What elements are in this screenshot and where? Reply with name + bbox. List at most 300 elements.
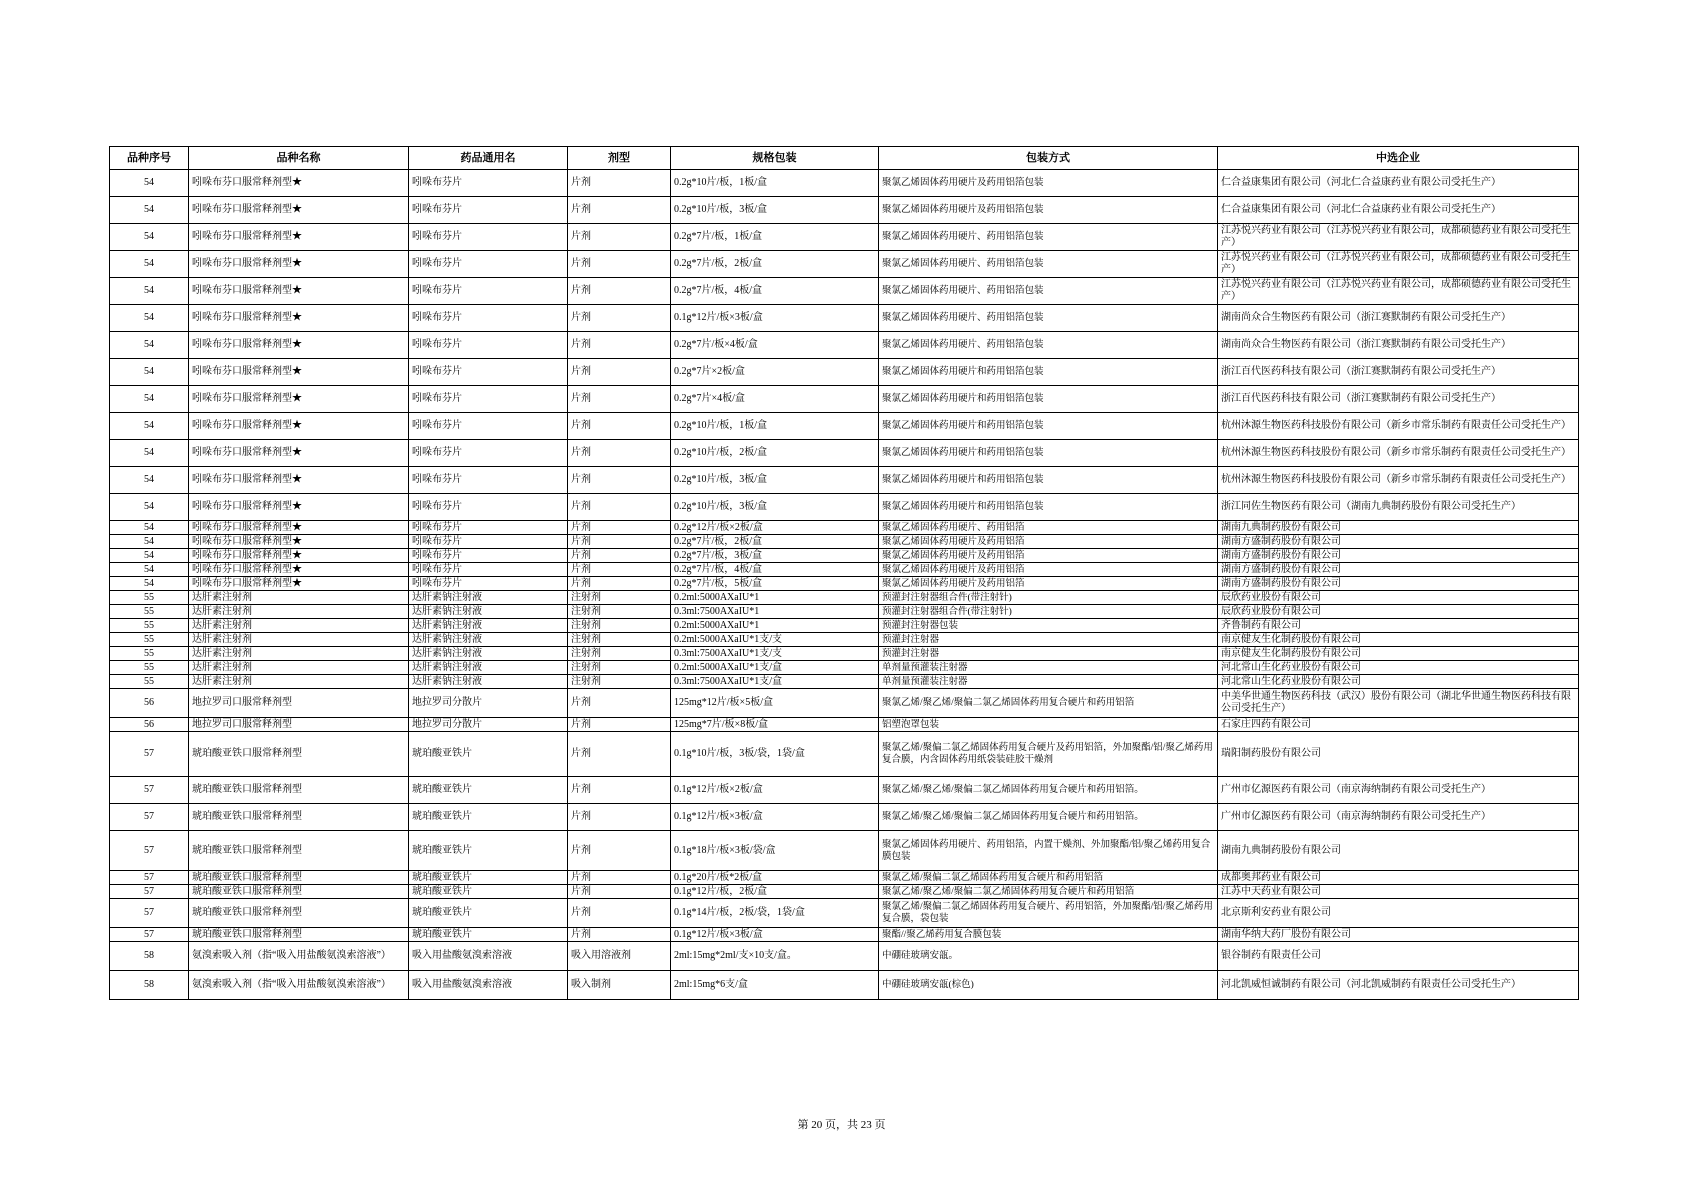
cell-variety-no: 54	[110, 386, 189, 413]
table-row	[110, 332, 1579, 359]
cell-company: 河北常山生化药业股份有限公司	[1218, 661, 1579, 675]
cell-generic-name: 吲哚布芬片	[409, 535, 568, 549]
cell-packaging: 聚氯乙烯/聚偏二氯乙烯固体药用复合硬片和药用铝箔	[879, 871, 1218, 885]
table-row	[110, 563, 1579, 577]
cell-dosage-form: 片剂	[568, 831, 671, 871]
table-row	[110, 871, 1579, 885]
cell-packaging: 聚氯乙烯固体药用硬片、药用铝箔	[879, 521, 1218, 535]
cell-variety-name: 达肝素注射剂	[189, 619, 409, 633]
cell-variety-no: 57	[110, 732, 189, 777]
cell-variety-name: 吲哚布芬口服常释剂型★	[189, 197, 409, 224]
cell-variety-no: 57	[110, 804, 189, 831]
cell-variety-no: 54	[110, 224, 189, 251]
cell-spec: 0.3ml:7500AXaIU*1支/支	[671, 647, 879, 661]
cell-spec: 0.3ml:7500AXaIU*1	[671, 605, 879, 619]
cell-company: 广州市亿源医药有限公司（南京海纳制药有限公司受托生产）	[1218, 777, 1579, 804]
cell-company: 成都奥邦药业有限公司	[1218, 871, 1579, 885]
table-row	[110, 732, 1579, 777]
cell-generic-name: 琥珀酸亚铁片	[409, 885, 568, 899]
cell-variety-name: 吲哚布芬口服常释剂型★	[189, 413, 409, 440]
cell-company: 瑞阳制药股份有限公司	[1218, 732, 1579, 777]
table-row	[110, 359, 1579, 386]
cell-variety-no: 58	[110, 942, 189, 971]
cell-dosage-form: 片剂	[568, 494, 671, 521]
cell-dosage-form: 片剂	[568, 577, 671, 591]
cell-dosage-form: 片剂	[568, 197, 671, 224]
cell-dosage-form: 片剂	[568, 885, 671, 899]
cell-variety-no: 54	[110, 278, 189, 305]
cell-variety-name: 达肝素注射剂	[189, 591, 409, 605]
table-row	[110, 467, 1579, 494]
cell-packaging: 聚氯乙烯/聚乙烯/聚偏二氯乙烯固体药用复合硬片和药用铝箔。	[879, 804, 1218, 831]
cell-company: 湖南九典制药股份有限公司	[1218, 521, 1579, 535]
cell-packaging: 聚氯乙烯固体药用硬片和药用铝箔包装	[879, 386, 1218, 413]
cell-generic-name: 琥珀酸亚铁片	[409, 899, 568, 928]
cell-spec: 0.2g*10片/板，1板/盒	[671, 413, 879, 440]
cell-packaging: 铝塑泡罩包装	[879, 718, 1218, 732]
cell-dosage-form: 注射剂	[568, 661, 671, 675]
table-row	[110, 633, 1579, 647]
cell-dosage-form: 片剂	[568, 467, 671, 494]
cell-dosage-form: 片剂	[568, 332, 671, 359]
header-variety-no: 品种序号	[110, 147, 189, 170]
cell-dosage-form: 片剂	[568, 928, 671, 942]
cell-variety-no: 55	[110, 675, 189, 689]
cell-spec: 125mg*7片/板×8板/盒	[671, 718, 879, 732]
cell-variety-name: 琥珀酸亚铁口服常释剂型	[189, 871, 409, 885]
table-row	[110, 170, 1579, 197]
cell-generic-name: 地拉罗司分散片	[409, 689, 568, 718]
cell-spec: 0.2g*7片/板，2板/盒	[671, 535, 879, 549]
cell-generic-name: 琥珀酸亚铁片	[409, 804, 568, 831]
cell-dosage-form: 片剂	[568, 386, 671, 413]
table-row	[110, 591, 1579, 605]
cell-packaging: 聚氯乙烯固体药用硬片和药用铝箔包装	[879, 359, 1218, 386]
cell-dosage-form: 片剂	[568, 549, 671, 563]
page-number: 第 20 页，共 23 页	[797, 1119, 886, 1131]
cell-packaging: 聚氯乙烯固体药用硬片和药用铝箔包装	[879, 413, 1218, 440]
cell-generic-name: 吲哚布芬片	[409, 386, 568, 413]
cell-variety-name: 琥珀酸亚铁口服常释剂型	[189, 732, 409, 777]
cell-company: 浙江百代医药科技有限公司（浙江赛默制药有限公司受托生产）	[1218, 386, 1579, 413]
cell-packaging: 聚氯乙烯/聚乙烯/聚偏二氯乙烯固体药用复合硬片和药用铝箔。	[879, 777, 1218, 804]
header-dosage-form: 剂型	[568, 147, 671, 170]
cell-packaging: 预灌封注射器	[879, 647, 1218, 661]
cell-dosage-form: 片剂	[568, 535, 671, 549]
cell-spec: 0.1g*20片/板*2板/盒	[671, 871, 879, 885]
table-row	[110, 413, 1579, 440]
cell-generic-name: 吲哚布芬片	[409, 577, 568, 591]
cell-spec: 125mg*12片/板×5板/盒	[671, 689, 879, 718]
cell-company: 仁合益康集团有限公司（河北仁合益康药业有限公司受托生产）	[1218, 197, 1579, 224]
cell-dosage-form: 注射剂	[568, 605, 671, 619]
cell-generic-name: 达肝素钠注射液	[409, 647, 568, 661]
cell-variety-name: 吲哚布芬口服常释剂型★	[189, 305, 409, 332]
cell-packaging: 聚氯乙烯固体药用硬片和药用铝箔包装	[879, 494, 1218, 521]
cell-dosage-form: 片剂	[568, 413, 671, 440]
cell-company: 湖南华纳大药厂股份有限公司	[1218, 928, 1579, 942]
cell-variety-name: 吲哚布芬口服常释剂型★	[189, 251, 409, 278]
header-spec: 规格包装	[671, 147, 879, 170]
cell-company: 湖南尚众合生物医药有限公司（浙江赛默制药有限公司受托生产）	[1218, 305, 1579, 332]
cell-variety-name: 吲哚布芬口服常释剂型★	[189, 521, 409, 535]
cell-generic-name: 吲哚布芬片	[409, 170, 568, 197]
cell-packaging: 聚氯乙烯固体药用硬片及药用铝箔	[879, 535, 1218, 549]
cell-generic-name: 琥珀酸亚铁片	[409, 777, 568, 804]
cell-spec: 0.2g*7片/板×4板/盒	[671, 332, 879, 359]
header-packaging: 包装方式	[879, 147, 1218, 170]
cell-company: 湖南九典制药股份有限公司	[1218, 831, 1579, 871]
cell-variety-no: 54	[110, 494, 189, 521]
cell-dosage-form: 片剂	[568, 359, 671, 386]
cell-spec: 0.1g*12片/板，2板/盒	[671, 885, 879, 899]
table-row	[110, 549, 1579, 563]
cell-generic-name: 达肝素钠注射液	[409, 675, 568, 689]
table-row	[110, 251, 1579, 278]
cell-generic-name: 吲哚布芬片	[409, 278, 568, 305]
cell-dosage-form: 片剂	[568, 251, 671, 278]
cell-generic-name: 琥珀酸亚铁片	[409, 871, 568, 885]
cell-packaging: 聚氯乙烯/聚偏二氯乙烯固体药用复合硬片、药用铝箔，外加聚酯/铝/聚乙烯药用复合膜，袋包装	[879, 899, 1218, 928]
cell-dosage-form: 片剂	[568, 777, 671, 804]
cell-variety-no: 54	[110, 332, 189, 359]
cell-packaging: 聚氯乙烯固体药用硬片及药用铝箔	[879, 563, 1218, 577]
cell-variety-name: 达肝素注射剂	[189, 647, 409, 661]
cell-generic-name: 吸入用盐酸氨溴索溶液	[409, 971, 568, 1000]
cell-packaging: 聚氯乙烯/聚偏二氯乙烯固体药用复合硬片及药用铝箔，外加聚酯/铝/聚乙烯药用复合膜，内含固体药用纸袋装硅胶干燥剂	[879, 732, 1218, 777]
cell-variety-name: 吲哚布芬口服常释剂型★	[189, 535, 409, 549]
cell-variety-no: 54	[110, 359, 189, 386]
cell-variety-no: 56	[110, 689, 189, 718]
cell-company: 仁合益康集团有限公司（河北仁合益康药业有限公司受托生产）	[1218, 170, 1579, 197]
cell-variety-name: 达肝素注射剂	[189, 633, 409, 647]
cell-spec: 0.2g*7片/板，4板/盒	[671, 278, 879, 305]
cell-variety-no: 55	[110, 633, 189, 647]
cell-packaging: 单剂量预灌装注射器	[879, 661, 1218, 675]
table-row	[110, 661, 1579, 675]
table-body	[110, 170, 1579, 1000]
cell-spec: 0.1g*10片/板，3板/袋，1袋/盒	[671, 732, 879, 777]
cell-generic-name: 地拉罗司分散片	[409, 718, 568, 732]
cell-variety-name: 琥珀酸亚铁口服常释剂型	[189, 804, 409, 831]
cell-company: 浙江百代医药科技有限公司（浙江赛默制药有限公司受托生产）	[1218, 359, 1579, 386]
cell-company: 杭州沐源生物医药科技股份有限公司（新乡市常乐制药有限责任公司受托生产）	[1218, 413, 1579, 440]
cell-spec: 0.2ml:5000AXaIU*1支/支	[671, 633, 879, 647]
cell-generic-name: 达肝素钠注射液	[409, 605, 568, 619]
cell-generic-name: 吲哚布芬片	[409, 521, 568, 535]
cell-dosage-form: 注射剂	[568, 591, 671, 605]
cell-spec: 0.2g*10片/板，2板/盒	[671, 440, 879, 467]
cell-company: 杭州沐源生物医药科技股份有限公司（新乡市常乐制药有限责任公司受托生产）	[1218, 440, 1579, 467]
cell-variety-no: 54	[110, 251, 189, 278]
table-row	[110, 224, 1579, 251]
cell-company: 湖南方盛制药股份有限公司	[1218, 549, 1579, 563]
cell-variety-name: 吲哚布芬口服常释剂型★	[189, 170, 409, 197]
cell-variety-no: 54	[110, 197, 189, 224]
cell-generic-name: 吲哚布芬片	[409, 413, 568, 440]
cell-variety-name: 吲哚布芬口服常释剂型★	[189, 549, 409, 563]
cell-variety-no: 54	[110, 577, 189, 591]
cell-company: 江苏悦兴药业有限公司（江苏悦兴药业有限公司，成都硕德药业有限公司受托生产）	[1218, 224, 1579, 251]
cell-packaging: 聚酯//聚乙烯药用复合膜包装	[879, 928, 1218, 942]
cell-company: 河北凯威恒诚制药有限公司（河北凯威制药有限责任公司受托生产）	[1218, 971, 1579, 1000]
cell-company: 湖南尚众合生物医药有限公司（浙江赛默制药有限公司受托生产）	[1218, 332, 1579, 359]
cell-dosage-form: 片剂	[568, 224, 671, 251]
cell-packaging: 聚氯乙烯固体药用硬片、药用铝箔包装	[879, 332, 1218, 359]
cell-packaging: 中硼硅玻璃安瓿(棕色)	[879, 971, 1218, 1000]
cell-company: 银谷制药有限责任公司	[1218, 942, 1579, 971]
cell-variety-name: 氨溴索吸入剂（指“吸入用盐酸氨溴索溶液”）	[189, 971, 409, 1000]
cell-packaging: 聚氯乙烯固体药用硬片及药用铝箔	[879, 549, 1218, 563]
cell-variety-no: 57	[110, 899, 189, 928]
cell-variety-name: 达肝素注射剂	[189, 675, 409, 689]
cell-company: 南京健友生化制药股份有限公司	[1218, 647, 1579, 661]
table-row	[110, 777, 1579, 804]
cell-spec: 0.2g*7片/板，4板/盒	[671, 563, 879, 577]
cell-company: 杭州沐源生物医药科技股份有限公司（新乡市常乐制药有限责任公司受托生产）	[1218, 467, 1579, 494]
cell-variety-no: 55	[110, 619, 189, 633]
cell-company: 石家庄四药有限公司	[1218, 718, 1579, 732]
cell-dosage-form: 注射剂	[568, 619, 671, 633]
cell-variety-name: 吲哚布芬口服常释剂型★	[189, 467, 409, 494]
cell-generic-name: 吲哚布芬片	[409, 440, 568, 467]
cell-dosage-form: 片剂	[568, 278, 671, 305]
cell-spec: 0.2g*10片/板，1板/盒	[671, 170, 879, 197]
cell-dosage-form: 片剂	[568, 718, 671, 732]
cell-dosage-form: 注射剂	[568, 633, 671, 647]
cell-generic-name: 琥珀酸亚铁片	[409, 831, 568, 871]
cell-variety-name: 吲哚布芬口服常释剂型★	[189, 494, 409, 521]
cell-generic-name: 琥珀酸亚铁片	[409, 928, 568, 942]
cell-spec: 0.2g*7片/板，3板/盒	[671, 549, 879, 563]
cell-variety-name: 吲哚布芬口服常释剂型★	[189, 224, 409, 251]
cell-variety-no: 54	[110, 170, 189, 197]
cell-dosage-form: 片剂	[568, 689, 671, 718]
cell-variety-name: 琥珀酸亚铁口服常释剂型	[189, 899, 409, 928]
cell-variety-name: 达肝素注射剂	[189, 605, 409, 619]
cell-variety-no: 54	[110, 563, 189, 577]
cell-variety-no: 57	[110, 831, 189, 871]
cell-dosage-form: 片剂	[568, 899, 671, 928]
cell-variety-no: 54	[110, 467, 189, 494]
cell-spec: 0.2ml:5000AXaIU*1支/盒	[671, 661, 879, 675]
cell-company: 江苏悦兴药业有限公司（江苏悦兴药业有限公司，成都硕德药业有限公司受托生产）	[1218, 278, 1579, 305]
cell-company: 江苏悦兴药业有限公司（江苏悦兴药业有限公司，成都硕德药业有限公司受托生产）	[1218, 251, 1579, 278]
cell-variety-name: 地拉罗司口服常释剂型	[189, 718, 409, 732]
table-row	[110, 305, 1579, 332]
header-generic-name: 药品通用名	[409, 147, 568, 170]
cell-generic-name: 达肝素钠注射液	[409, 591, 568, 605]
cell-company: 浙江同佐生物医药有限公司（湖南九典制药股份有限公司受托生产）	[1218, 494, 1579, 521]
cell-company: 齐鲁制药有限公司	[1218, 619, 1579, 633]
header-company: 中选企业	[1218, 147, 1579, 170]
cell-packaging: 聚氯乙烯固体药用硬片、药用铝箔，内置干燥剂、外加聚酯/铝/聚乙烯药用复合膜包装	[879, 831, 1218, 871]
cell-spec: 0.2g*7片/板，5板/盒	[671, 577, 879, 591]
table-row	[110, 494, 1579, 521]
table-row	[110, 804, 1579, 831]
table-row	[110, 577, 1579, 591]
cell-spec: 0.1g*12片/板×3板/盒	[671, 804, 879, 831]
cell-packaging: 中硼硅玻璃安瓿。	[879, 942, 1218, 971]
table-row	[110, 971, 1579, 1000]
cell-variety-name: 吲哚布芬口服常释剂型★	[189, 563, 409, 577]
cell-generic-name: 吲哚布芬片	[409, 549, 568, 563]
cell-packaging: 预灌封注射器组合件(带注射针)	[879, 605, 1218, 619]
cell-company: 湖南方盛制药股份有限公司	[1218, 563, 1579, 577]
cell-generic-name: 吲哚布芬片	[409, 305, 568, 332]
table-header-row	[110, 147, 1579, 170]
cell-variety-no: 54	[110, 549, 189, 563]
drug-list-table	[109, 146, 1579, 1000]
cell-generic-name: 达肝素钠注射液	[409, 633, 568, 647]
cell-packaging: 聚氯乙烯/聚乙烯/聚偏二氯乙烯固体药用复合硬片和药用铝箔	[879, 885, 1218, 899]
table-row	[110, 278, 1579, 305]
cell-variety-name: 琥珀酸亚铁口服常释剂型	[189, 928, 409, 942]
cell-variety-name: 吲哚布芬口服常释剂型★	[189, 359, 409, 386]
cell-variety-name: 氨溴索吸入剂（指“吸入用盐酸氨溴索溶液”）	[189, 942, 409, 971]
cell-variety-no: 55	[110, 605, 189, 619]
table-row	[110, 675, 1579, 689]
cell-company: 中美华世通生物医药科技（武汉）股份有限公司（湖北华世通生物医药科技有限公司受托生产）	[1218, 689, 1579, 718]
cell-dosage-form: 片剂	[568, 804, 671, 831]
cell-dosage-form: 吸入用溶液剂	[568, 942, 671, 971]
cell-generic-name: 达肝素钠注射液	[409, 619, 568, 633]
cell-dosage-form: 吸入制剂	[568, 971, 671, 1000]
cell-dosage-form: 片剂	[568, 170, 671, 197]
table-row	[110, 885, 1579, 899]
header-variety-name: 品种名称	[189, 147, 409, 170]
cell-variety-no: 54	[110, 440, 189, 467]
cell-generic-name: 吲哚布芬片	[409, 224, 568, 251]
cell-spec: 0.1g*12片/板×3板/盒	[671, 928, 879, 942]
cell-dosage-form: 片剂	[568, 871, 671, 885]
cell-variety-no: 57	[110, 885, 189, 899]
cell-company: 湖南方盛制药股份有限公司	[1218, 577, 1579, 591]
cell-dosage-form: 注射剂	[568, 675, 671, 689]
cell-variety-no: 57	[110, 777, 189, 804]
cell-packaging: 聚氯乙烯/聚乙烯/聚偏二氯乙烯固体药用复合硬片和药用铝箔	[879, 689, 1218, 718]
cell-company: 南京健友生化制药股份有限公司	[1218, 633, 1579, 647]
cell-generic-name: 吲哚布芬片	[409, 494, 568, 521]
cell-spec: 0.2g*10片/板，3板/盒	[671, 197, 879, 224]
table-row	[110, 718, 1579, 732]
cell-company: 湖南方盛制药股份有限公司	[1218, 535, 1579, 549]
cell-generic-name: 吲哚布芬片	[409, 197, 568, 224]
cell-spec: 0.2ml:5000AXaIU*1	[671, 591, 879, 605]
cell-variety-no: 54	[110, 521, 189, 535]
cell-packaging: 聚氯乙烯固体药用硬片、药用铝箔包装	[879, 251, 1218, 278]
cell-variety-name: 吲哚布芬口服常释剂型★	[189, 440, 409, 467]
cell-packaging: 聚氯乙烯固体药用硬片及药用铝箔包装	[879, 197, 1218, 224]
cell-dosage-form: 片剂	[568, 440, 671, 467]
cell-variety-name: 地拉罗司口服常释剂型	[189, 689, 409, 718]
table-row	[110, 197, 1579, 224]
cell-generic-name: 吲哚布芬片	[409, 563, 568, 577]
cell-variety-name: 吲哚布芬口服常释剂型★	[189, 278, 409, 305]
cell-generic-name: 达肝素钠注射液	[409, 661, 568, 675]
cell-spec: 0.2g*7片×4板/盒	[671, 386, 879, 413]
table-row	[110, 942, 1579, 971]
table-row	[110, 619, 1579, 633]
cell-spec: 0.1g*14片/板，2板/袋，1袋/盒	[671, 899, 879, 928]
cell-spec: 0.2g*12片/板×2板/盒	[671, 521, 879, 535]
cell-packaging: 预灌封注射器包装	[879, 619, 1218, 633]
cell-packaging: 聚氯乙烯固体药用硬片及药用铝箔	[879, 577, 1218, 591]
cell-generic-name: 琥珀酸亚铁片	[409, 732, 568, 777]
table-row	[110, 605, 1579, 619]
cell-spec: 0.3ml:7500AXaIU*1支/盒	[671, 675, 879, 689]
cell-spec: 0.2g*7片×2板/盒	[671, 359, 879, 386]
table-row	[110, 440, 1579, 467]
cell-company: 辰欣药业股份有限公司	[1218, 605, 1579, 619]
cell-company: 辰欣药业股份有限公司	[1218, 591, 1579, 605]
cell-spec: 2ml:15mg*6支/盒	[671, 971, 879, 1000]
cell-dosage-form: 片剂	[568, 521, 671, 535]
cell-generic-name: 吲哚布芬片	[409, 359, 568, 386]
cell-packaging: 聚氯乙烯固体药用硬片、药用铝箔包装	[879, 224, 1218, 251]
cell-spec: 0.2g*10片/板，3板/盒	[671, 467, 879, 494]
cell-packaging: 聚氯乙烯固体药用硬片和药用铝箔包装	[879, 440, 1218, 467]
cell-spec: 0.2g*7片/板，1板/盒	[671, 224, 879, 251]
cell-packaging: 预灌封注射器组合件(带注射针)	[879, 591, 1218, 605]
cell-variety-name: 吲哚布芬口服常释剂型★	[189, 332, 409, 359]
cell-variety-name: 达肝素注射剂	[189, 661, 409, 675]
cell-spec: 2ml:15mg*2ml/支×10支/盒。	[671, 942, 879, 971]
table-row	[110, 521, 1579, 535]
cell-variety-no: 54	[110, 535, 189, 549]
cell-variety-name: 琥珀酸亚铁口服常释剂型	[189, 885, 409, 899]
cell-packaging: 聚氯乙烯固体药用硬片、药用铝箔包装	[879, 305, 1218, 332]
cell-variety-name: 吲哚布芬口服常释剂型★	[189, 577, 409, 591]
cell-company: 广州市亿源医药有限公司（南京海纳制药有限公司受托生产）	[1218, 804, 1579, 831]
table-row	[110, 928, 1579, 942]
cell-variety-no: 54	[110, 413, 189, 440]
cell-variety-no: 58	[110, 971, 189, 1000]
cell-spec: 0.2ml:5000AXaIU*1	[671, 619, 879, 633]
cell-dosage-form: 片剂	[568, 563, 671, 577]
cell-spec: 0.1g*18片/板×3板/袋/盒	[671, 831, 879, 871]
cell-packaging: 聚氯乙烯固体药用硬片、药用铝箔包装	[879, 278, 1218, 305]
cell-packaging: 预灌封注射器	[879, 633, 1218, 647]
cell-generic-name: 吸入用盐酸氨溴索溶液	[409, 942, 568, 971]
cell-packaging: 聚氯乙烯固体药用硬片及药用铝箔包装	[879, 170, 1218, 197]
cell-dosage-form: 片剂	[568, 732, 671, 777]
table-row	[110, 647, 1579, 661]
cell-variety-no: 57	[110, 871, 189, 885]
cell-variety-no: 55	[110, 661, 189, 675]
cell-company: 北京斯利安药业有限公司	[1218, 899, 1579, 928]
table-row	[110, 386, 1579, 413]
cell-generic-name: 吲哚布芬片	[409, 332, 568, 359]
table-row	[110, 899, 1579, 928]
cell-variety-name: 吲哚布芬口服常释剂型★	[189, 386, 409, 413]
cell-variety-no: 55	[110, 647, 189, 661]
table-row	[110, 535, 1579, 549]
cell-variety-name: 琥珀酸亚铁口服常释剂型	[189, 777, 409, 804]
cell-variety-no: 54	[110, 305, 189, 332]
cell-spec: 0.1g*12片/板×2板/盒	[671, 777, 879, 804]
cell-company: 河北常山生化药业股份有限公司	[1218, 675, 1579, 689]
table-row	[110, 831, 1579, 871]
cell-packaging: 聚氯乙烯固体药用硬片和药用铝箔包装	[879, 467, 1218, 494]
cell-spec: 0.2g*7片/板，2板/盒	[671, 251, 879, 278]
cell-variety-no: 55	[110, 591, 189, 605]
cell-variety-name: 琥珀酸亚铁口服常释剂型	[189, 831, 409, 871]
cell-spec: 0.2g*10片/板，3板/盒	[671, 494, 879, 521]
cell-packaging: 单剂量预灌装注射器	[879, 675, 1218, 689]
cell-variety-no: 57	[110, 928, 189, 942]
cell-generic-name: 吲哚布芬片	[409, 467, 568, 494]
